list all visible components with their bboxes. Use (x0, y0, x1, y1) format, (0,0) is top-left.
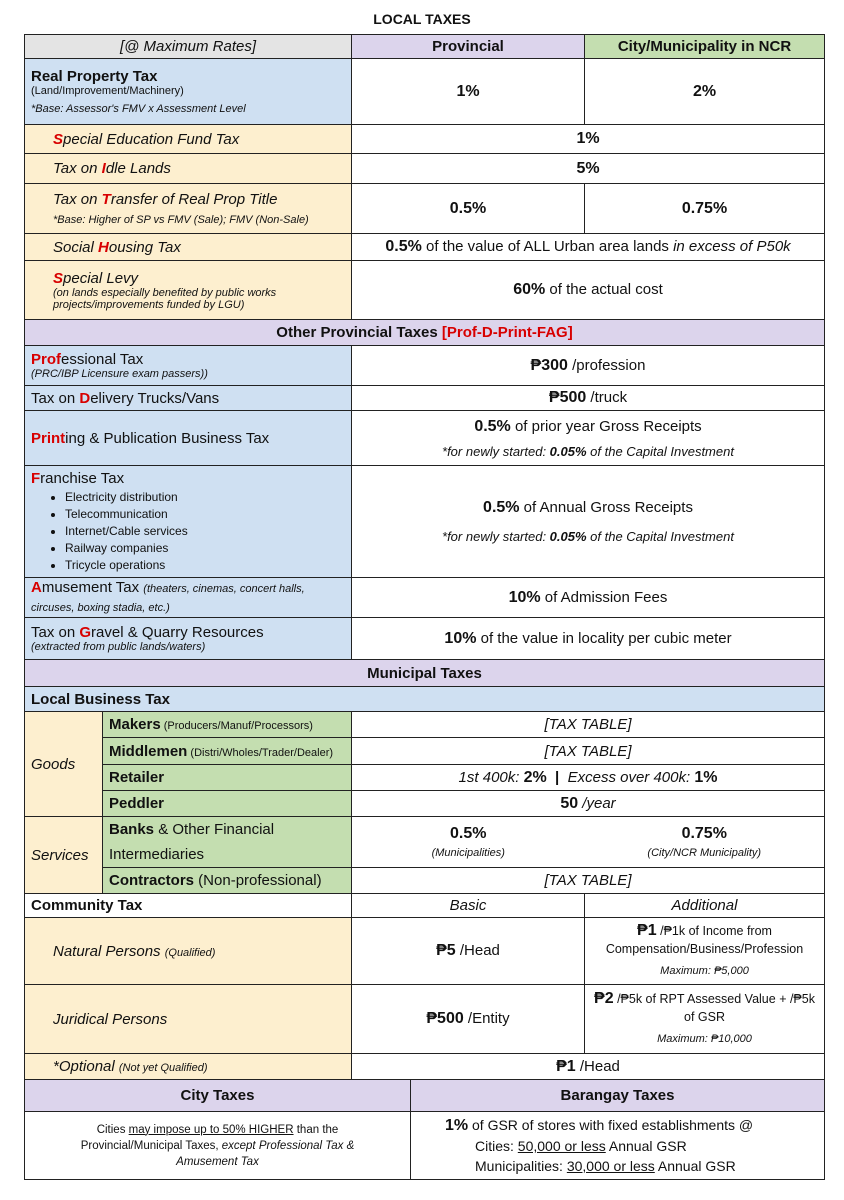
housing-first: H (98, 238, 109, 256)
barangay-m-post: Annual GSR (654, 1158, 736, 1174)
provincial-header: Provincial (352, 35, 585, 59)
natural-label (25, 918, 352, 985)
barangay-c-post: Annual GSR (605, 1138, 687, 1154)
retailer-b-rate: 1% (694, 768, 718, 786)
optional-unit: /Head (575, 1057, 620, 1075)
transfer-rest: ransfer of Real Prop Title (110, 191, 278, 208)
printing-desc: of prior year Gross Receipts (510, 417, 702, 435)
amusement-first: A (31, 578, 42, 596)
prof-row (25, 346, 825, 386)
community-row (25, 894, 825, 918)
banks-muni-cell (352, 817, 585, 868)
transfer-row (25, 184, 825, 234)
sef-first: S (53, 130, 64, 148)
barangay-header: Barangay Taxes (411, 1080, 825, 1112)
gravel-first: G (79, 624, 92, 641)
other-prov-label: Other Provincial Taxes (276, 324, 442, 341)
delivery-row (25, 386, 825, 411)
rpt-label (25, 59, 352, 125)
housing-desc2: in excess of P50k (673, 238, 791, 255)
retailer-a: 1st 400k: (458, 768, 524, 786)
sef-rate: 1% (352, 125, 825, 154)
housing-row (25, 234, 825, 261)
amusement-rest: musement Tax (41, 578, 144, 596)
makers-label (103, 712, 352, 738)
other-prov-header (25, 320, 825, 346)
natural-sub: (Qualified) (164, 946, 216, 959)
retailer-b: Excess over 400k: (567, 768, 695, 786)
rpt-city: 2% (585, 59, 825, 125)
housing-rate: 0.5% (385, 238, 422, 255)
printing-row (25, 411, 825, 466)
rpt-base: *Base: Assessor's FMV x Assessment Level (31, 103, 246, 115)
other-prov-row (25, 320, 825, 346)
gravel-desc: of the value in locality per cubic meter (476, 629, 732, 647)
natural-add-unit: /₱1k of Income from Compensation/Business/Profession (605, 924, 804, 956)
prof-sub: (PRC/IBP Licensure exam passers)) (31, 368, 208, 380)
services-label: Services (25, 817, 103, 894)
rpt-row (25, 59, 825, 125)
prof-rest: essional Tax (61, 351, 144, 368)
transfer-base: *Base: Higher of SP vs FMV (Sale); FMV (Non-Sale) (53, 214, 309, 226)
gravel-pre: Tax on (31, 624, 80, 641)
printing-rate-cell (352, 411, 825, 466)
list-item: • Telecommunication (65, 506, 345, 523)
city-barangay-table (24, 1079, 825, 1180)
rpt-prov: 1% (352, 59, 585, 125)
optional-sub: (Not yet Qualified) (118, 1062, 208, 1074)
municipal-header: Municipal Taxes (25, 660, 825, 687)
housing-rest: ousing Tax (108, 238, 181, 256)
delivery-rate: ₱500 (548, 389, 587, 406)
city-taxes-text (25, 1112, 411, 1180)
optional-label (25, 1054, 352, 1080)
city-barangay-body-row (25, 1112, 825, 1180)
banks-label (103, 817, 352, 868)
franchise-note-pre: *for newly started: (442, 529, 550, 544)
housing-pre: Social (53, 238, 99, 256)
community-label: Community Tax (25, 894, 352, 918)
peddler-label: Peddler (103, 791, 352, 817)
juridical-add-unit: /₱5k of RPT Assessed Value + /₱5k of GSR (613, 992, 815, 1024)
local-taxes-table (24, 34, 825, 1080)
sef-rest: pecial Education Fund Tax (63, 130, 240, 148)
natural-name: Natural Persons (53, 942, 165, 960)
franchise-rate-cell (352, 466, 825, 578)
printing-first: Print (31, 429, 66, 447)
peddler-unit: /year (578, 794, 616, 812)
juridical-row (25, 985, 825, 1054)
barangay-text (411, 1112, 825, 1180)
gravel-sub: (extracted from public lands/waters) (31, 641, 206, 653)
page-title: LOCAL TAXES (373, 11, 471, 27)
franchise-desc: of Annual Gross Receipts (519, 499, 693, 516)
makers-sub: (Producers/Manuf/Processors) (160, 720, 313, 732)
natural-basic-unit: /Head (455, 942, 500, 959)
community-basic: Basic (352, 894, 585, 918)
gravel-rest: ravel & Quarry Resources (91, 624, 264, 641)
other-prov-code: [Prof-D-Print-FAG] (441, 324, 573, 341)
natural-row (25, 918, 825, 985)
printing-label (25, 411, 352, 466)
amusement-label (25, 578, 352, 618)
list-item: • Electricity distribution (65, 489, 345, 506)
optional-rate: ₱1 (556, 1057, 576, 1075)
sef-label (25, 125, 352, 154)
housing-desc1: of the value of ALL Urban area lands (421, 238, 674, 255)
idle-rate: 5% (352, 154, 825, 184)
makers-rate: [TAX TABLE] (352, 712, 825, 738)
peddler-row (25, 791, 825, 817)
gravel-rate-cell (352, 618, 825, 660)
printing-rate: 0.5% (474, 417, 511, 435)
rpt-sub: (Land/Improvement/Machinery) (31, 85, 184, 97)
retailer-sep: | (546, 768, 568, 786)
barangay-c-pre: Cities: (475, 1138, 518, 1154)
contractors-label (103, 868, 352, 894)
juridical-add-rate: ₱2 (594, 990, 614, 1007)
community-additional: Additional (585, 894, 825, 918)
natural-max: Maximum: ₱5,000 (660, 965, 749, 977)
prof-rate-cell (352, 346, 825, 386)
retailer-row (25, 765, 825, 791)
city-t1: Cities (96, 1123, 129, 1136)
retailer-label: Retailer (103, 765, 352, 791)
printing-rest: ing & Publication Business Tax (65, 429, 270, 447)
juridical-basic-unit: /Entity (463, 1010, 510, 1027)
franchise-label (25, 466, 352, 578)
list-item: • Internet/Cable services (65, 523, 345, 540)
natural-add-rate: ₱1 (637, 922, 657, 939)
delivery-pre: Tax on (31, 389, 80, 407)
amusement-row (25, 578, 825, 618)
lbt-row (25, 687, 825, 712)
idle-rest: dle Lands (105, 160, 171, 177)
transfer-prov: 0.5% (352, 184, 585, 234)
banks-name: Banks (109, 821, 155, 838)
peddler-rate-cell (352, 791, 825, 817)
header-row (25, 35, 825, 59)
levy-sub: (on lands especially benefited by public works projects/improvements funded by LGU) (53, 286, 277, 311)
city-barangay-header-row (25, 1080, 825, 1112)
levy-first: S (53, 269, 64, 287)
delivery-rest: elivery Trucks/Vans (90, 389, 220, 407)
delivery-first: D (79, 389, 91, 407)
printing-note-rate: 0.05% (549, 443, 587, 459)
barangay-m-amt: 30,000 or less (566, 1158, 655, 1174)
juridical-basic-rate: ₱500 (426, 1010, 464, 1027)
banks-city-cell (585, 817, 825, 868)
municipal-row (25, 660, 825, 687)
optional-row (25, 1054, 825, 1080)
barangay-desc: of GSR of stores with fixed establishments @ (468, 1117, 754, 1133)
housing-label (25, 234, 352, 261)
franchise-first: F (31, 469, 41, 487)
makers-name: Makers (109, 716, 161, 733)
middlemen-label (103, 738, 352, 765)
natural-basic-rate: ₱5 (436, 942, 456, 959)
banks-muni-sub: (Municipalities) (431, 847, 505, 859)
prof-label (25, 346, 352, 386)
levy-row (25, 261, 825, 320)
sef-row (25, 125, 825, 154)
levy-rest: pecial Levy (63, 269, 139, 287)
franchise-note-rate: 0.05% (549, 529, 587, 544)
natural-basic-cell (352, 918, 585, 985)
optional-rate-cell (352, 1054, 825, 1080)
city-t3: than the Provincial/Municipal Taxes, (80, 1123, 339, 1152)
barangay-rate: 1% (445, 1117, 469, 1134)
banks-rest: & Other Financial Intermediaries (109, 821, 275, 863)
retailer-rate-cell (352, 765, 825, 791)
city-taxes-header: City Taxes (25, 1080, 411, 1112)
levy-desc: of the actual cost (545, 281, 663, 298)
lbt-header: Local Business Tax (25, 687, 825, 712)
transfer-city: 0.75% (585, 184, 825, 234)
amusement-desc: of Admission Fees (540, 588, 668, 606)
delivery-unit: /truck (586, 389, 628, 406)
franchise-list (31, 489, 345, 574)
amusement-sub: (theaters, cinemas, concert halls, circuses, boxing stadia, etc.) (31, 582, 305, 614)
idle-first: I (101, 160, 106, 177)
levy-label (25, 261, 352, 320)
juridical-add-cell (585, 985, 825, 1054)
banks-muni-rate: 0.5% (450, 825, 487, 842)
delivery-label (25, 386, 352, 411)
idle-row (25, 154, 825, 184)
juridical-label: Juridical Persons (25, 985, 352, 1054)
amusement-rate: 10% (508, 588, 541, 606)
franchise-rest: ranchise Tax (40, 469, 125, 487)
franchise-row (25, 466, 825, 578)
peddler-rate: 50 (560, 794, 579, 812)
natural-add-cell (585, 918, 825, 985)
middlemen-row (25, 738, 825, 765)
contractors-sub: (Non-professional) (194, 872, 322, 889)
printing-note-post: of the Capital Investment (586, 443, 734, 459)
rates-header: [@ Maximum Rates] (25, 35, 352, 59)
prof-unit: /profession (567, 356, 646, 374)
optional-name: *Optional (53, 1058, 119, 1075)
printing-note-pre: *for newly started: (442, 443, 550, 459)
levy-rate: 60% (513, 281, 546, 298)
housing-rate-cell (352, 234, 825, 261)
gravel-label (25, 618, 352, 660)
contractors-row (25, 868, 825, 894)
city-t2: may impose up to 50% HIGHER (128, 1123, 294, 1136)
list-item: • Tricycle operations (65, 557, 345, 574)
retailer-a-rate: 2% (523, 768, 547, 786)
transfer-pre: Tax on (53, 191, 102, 208)
rpt-name: Real Property Tax (31, 68, 158, 85)
barangay-c-amt: 50,000 or less (517, 1138, 606, 1154)
levy-rate-cell (352, 261, 825, 320)
delivery-rate-cell (352, 386, 825, 411)
city-header: City/Municipality in NCR (585, 35, 825, 59)
juridical-max: Maximum: ₱10,000 (657, 1033, 752, 1045)
list-item: • Railway companies (65, 540, 345, 557)
middlemen-rate: [TAX TABLE] (352, 738, 825, 765)
city-t4: except Professional Tax & Amusement Tax (176, 1139, 355, 1168)
banks-city-sub: (City/NCR Municipality) (647, 847, 762, 859)
idle-pre: Tax on (53, 160, 102, 177)
prof-first: Prof (31, 351, 61, 368)
goods-label: Goods (25, 712, 103, 817)
banks-city-rate: 0.75% (681, 825, 727, 842)
idle-label (25, 154, 352, 184)
transfer-first: T (101, 191, 111, 208)
middlemen-sub: (Distri/Wholes/Trader/Dealer) (187, 746, 334, 759)
franchise-note-post: of the Capital Investment (586, 529, 734, 544)
contractors-rate: [TAX TABLE] (352, 868, 825, 894)
middlemen-name: Middlemen (109, 742, 188, 760)
amusement-rate-cell (352, 578, 825, 618)
prof-rate: ₱300 (530, 356, 568, 374)
franchise-rate: 0.5% (483, 499, 520, 516)
gravel-rate: 10% (444, 629, 477, 647)
gravel-row (25, 618, 825, 660)
transfer-label (25, 184, 352, 234)
makers-row (25, 712, 825, 738)
juridical-basic-cell (352, 985, 585, 1054)
contractors-name: Contractors (109, 872, 195, 889)
barangay-m-pre: Municipalities: (475, 1158, 567, 1174)
banks-row (25, 817, 825, 868)
